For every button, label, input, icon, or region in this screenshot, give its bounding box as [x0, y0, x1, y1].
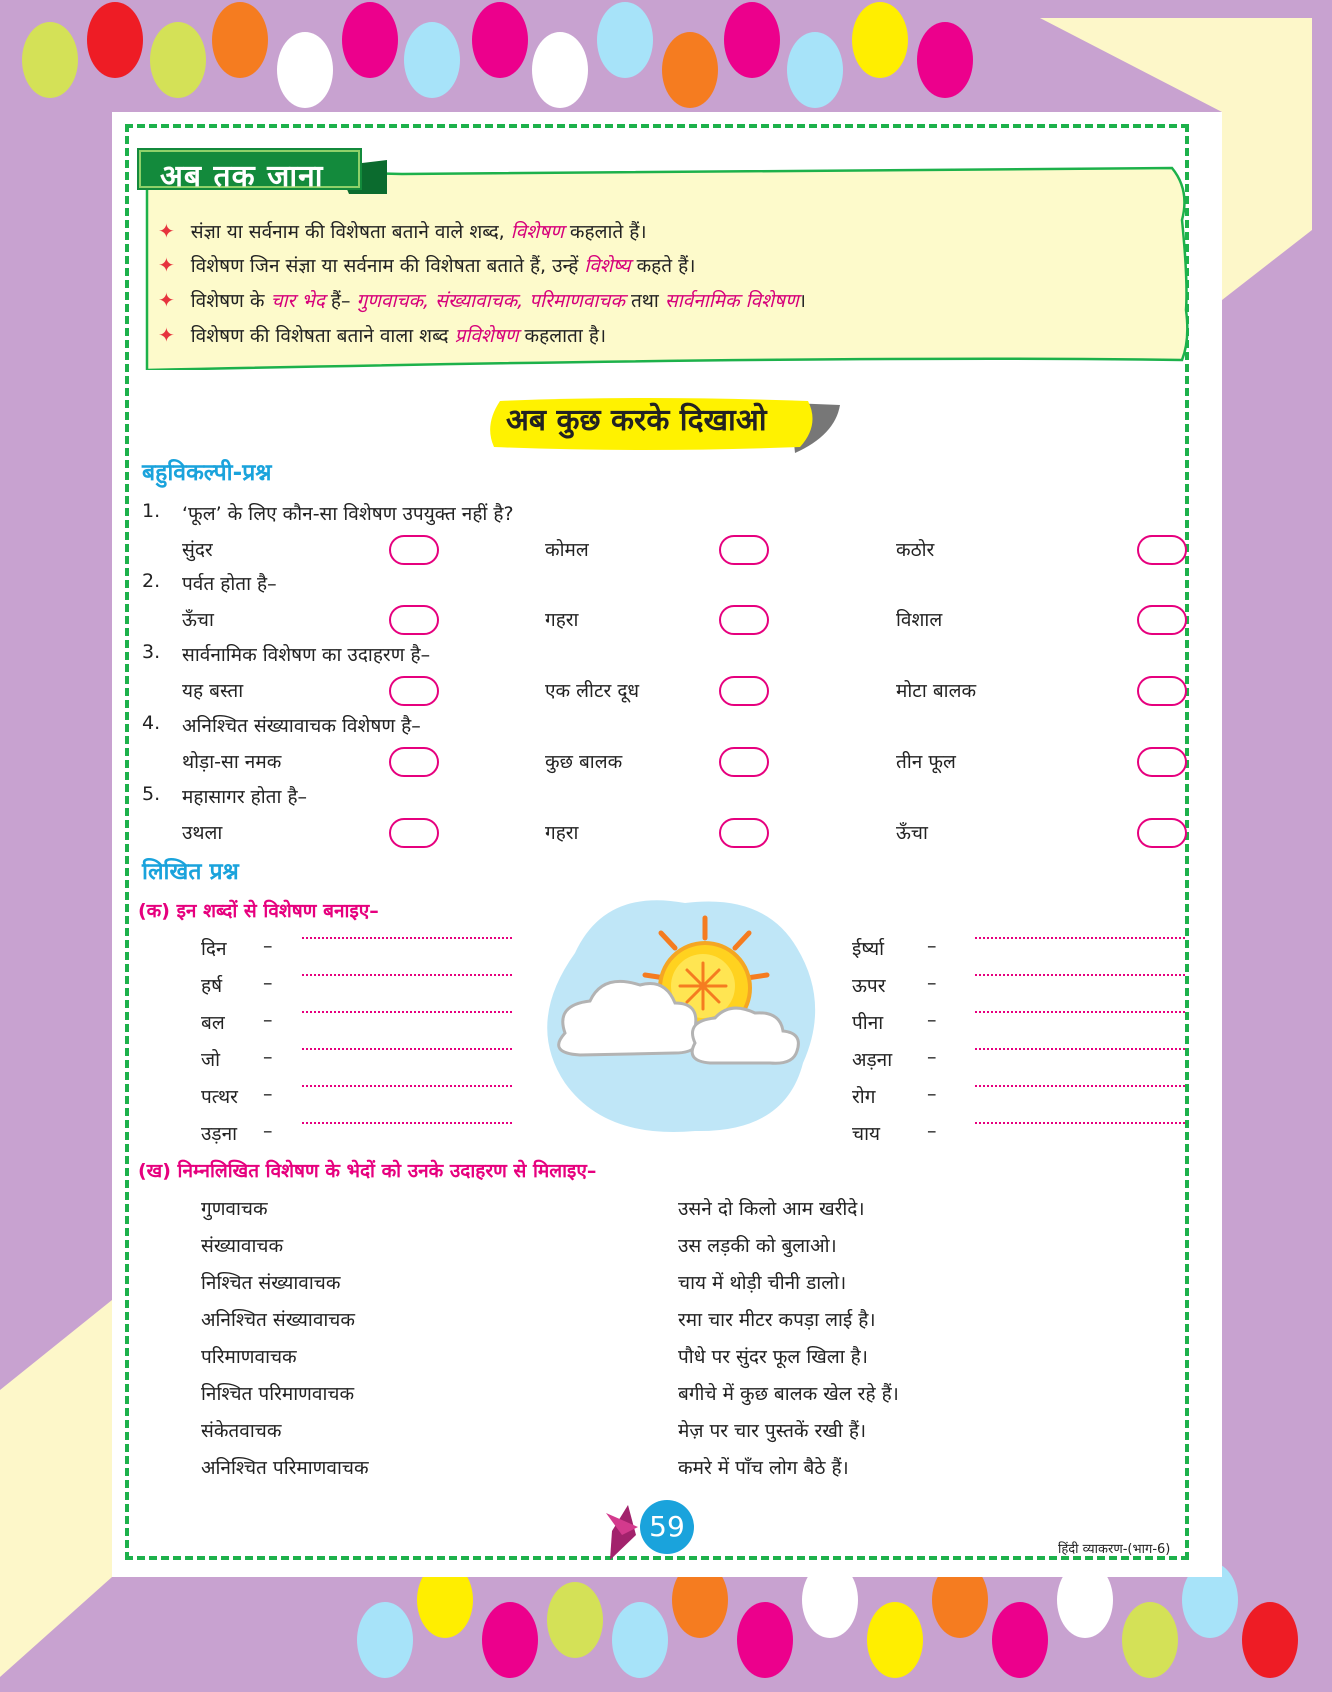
kha-type: परिमाणवाचक	[201, 1346, 297, 1368]
ka-dash: –	[927, 1083, 937, 1105]
ka-word-right: पीना	[852, 1012, 884, 1034]
ka-label: (क) इन शब्दों से विशेषण बनाइए–	[138, 900, 379, 922]
answer-box[interactable]	[719, 605, 769, 635]
ka-word-left: पत्थर	[201, 1086, 238, 1108]
point-text: विशेषण के	[190, 290, 271, 312]
kha-type: अनिश्चित परिमाणवाचक	[201, 1457, 369, 1479]
activity-banner-title: अब कुछ करके दिखाओ	[506, 403, 767, 438]
answer-box[interactable]	[389, 605, 439, 635]
question-text: ‘फूल’ के लिए कौन-सा विशेषण उपयुक्त नहीं है?	[182, 503, 514, 525]
question-text: पर्वत होता है–	[182, 573, 277, 595]
star-ribbon-icon	[598, 1505, 643, 1560]
ka-answer-line-left[interactable]	[302, 1011, 512, 1013]
kha-example: उस लड़की को बुलाओ।	[678, 1235, 837, 1257]
point-text: हैं–	[324, 290, 357, 312]
mcq-heading: बहुविकल्पी-प्रश्न	[142, 460, 272, 486]
ka-dash: –	[263, 1009, 273, 1031]
page-number: 59	[640, 1500, 694, 1554]
answer-box[interactable]	[719, 535, 769, 565]
highlight-term: प्रविशेषण	[454, 325, 519, 347]
point-text: कहते हैं।	[630, 255, 696, 277]
answer-box[interactable]	[719, 818, 769, 848]
ka-dash: –	[263, 972, 273, 994]
kha-example: रमा चार मीटर कपड़ा लाई है।	[678, 1309, 876, 1331]
kha-type: संकेतवाचक	[201, 1420, 282, 1442]
kha-type: गुणवाचक	[201, 1198, 268, 1220]
point-text: ।	[798, 290, 806, 312]
question-number: 1.	[142, 500, 161, 522]
answer-box[interactable]	[389, 676, 439, 706]
ka-word-left: दिन	[201, 938, 227, 960]
option-label: उथला	[182, 822, 223, 844]
question-number: 3.	[142, 641, 161, 663]
ka-word-left: बल	[201, 1012, 225, 1034]
kha-example: कमरे में पाँच लोग बैठे हैं।	[678, 1457, 849, 1479]
option-label: ऊँचा	[896, 822, 928, 844]
option-label: कुछ बालक	[545, 751, 623, 773]
option-label: ऊँचा	[182, 609, 214, 631]
highlight-term: विशेषण	[510, 221, 564, 243]
answer-box[interactable]	[1137, 535, 1187, 565]
highlight-term: विशेष्य	[584, 255, 631, 277]
option-label: कोमल	[545, 539, 589, 561]
ka-word-right: अड़ना	[852, 1049, 893, 1071]
point-text: विशेषण की विशेषता बताने वाला शब्द	[190, 325, 455, 347]
sun-cloud-illustration	[535, 893, 825, 1136]
answer-box[interactable]	[719, 747, 769, 777]
answer-box[interactable]	[1137, 676, 1187, 706]
ka-answer-line-right[interactable]	[975, 1011, 1185, 1013]
question-text: महासागर होता है–	[182, 786, 308, 808]
option-label: मोटा बालक	[896, 680, 977, 702]
kha-type: निश्चित संख्यावाचक	[201, 1272, 341, 1294]
bullet-star-icon: ✦	[158, 288, 175, 312]
option-label: तीन फूल	[896, 751, 956, 773]
ka-dash: –	[263, 1083, 273, 1105]
kha-example: बगीचे में कुछ बालक खेल रहे हैं।	[678, 1383, 899, 1405]
point-text: विशेषण जिन संज्ञा या सर्वनाम की विशेषता बताते हैं, उन्हें	[190, 255, 585, 277]
question-number: 5.	[142, 783, 161, 805]
option-label: एक लीटर दूध	[545, 680, 640, 702]
option-label: कठोर	[896, 539, 935, 561]
ka-dash: –	[263, 1120, 273, 1142]
highlight-term: गुणवाचक, संख्यावाचक, परिमाणवाचक	[356, 290, 625, 312]
option-label: गहरा	[545, 822, 579, 844]
summary-tag-title: अब तक जाना	[160, 159, 324, 194]
option-label: गहरा	[545, 609, 579, 631]
ka-answer-line-right[interactable]	[975, 974, 1185, 976]
ka-answer-line-left[interactable]	[302, 937, 512, 939]
point-text: कहलाता है।	[518, 325, 607, 347]
ka-dash: –	[263, 1046, 273, 1068]
question-number: 4.	[142, 712, 161, 734]
ka-answer-line-left[interactable]	[302, 1122, 512, 1124]
answer-box[interactable]	[389, 535, 439, 565]
ka-answer-line-left[interactable]	[302, 1048, 512, 1050]
ka-answer-line-right[interactable]	[975, 1048, 1185, 1050]
kha-label: (ख) निम्नलिखित विशेषण के भेदों को उनके उदाहरण से मिलाइए–	[138, 1160, 597, 1182]
kha-type: अनिश्चित संख्यावाचक	[201, 1309, 355, 1331]
kha-example: चाय में थोड़ी चीनी डालो।	[678, 1272, 847, 1294]
kha-example: उसने दो किलो आम खरीदे।	[678, 1198, 865, 1220]
option-label: यह बस्ता	[182, 680, 244, 702]
question-text: सार्वनामिक विशेषण का उदाहरण है–	[182, 644, 431, 666]
ka-word-left: जो	[201, 1049, 221, 1071]
ka-word-right: ईर्ष्या	[852, 938, 885, 960]
ka-dash: –	[927, 1046, 937, 1068]
question-number: 2.	[142, 570, 161, 592]
ka-answer-line-right[interactable]	[975, 1085, 1185, 1087]
ka-answer-line-left[interactable]	[302, 1085, 512, 1087]
ka-dash: –	[927, 935, 937, 957]
kha-type: निश्चित परिमाणवाचक	[201, 1383, 355, 1405]
summary-point	[158, 252, 695, 278]
answer-box[interactable]	[389, 818, 439, 848]
bullet-star-icon: ✦	[158, 219, 175, 243]
ka-dash: –	[263, 935, 273, 957]
ka-answer-line-right[interactable]	[975, 1122, 1185, 1124]
bullet-star-icon: ✦	[158, 253, 175, 277]
kha-example: पौधे पर सुंदर फूल खिला है।	[678, 1346, 868, 1368]
option-label: सुंदर	[182, 539, 213, 561]
ka-word-right: रोग	[852, 1086, 876, 1108]
option-label: थोड़ा-सा नमक	[182, 751, 282, 773]
answer-box[interactable]	[1137, 605, 1187, 635]
ka-word-left: हर्ष	[201, 975, 223, 997]
ka-answer-line-right[interactable]	[975, 937, 1185, 939]
bullet-star-icon: ✦	[158, 323, 175, 347]
written-heading: लिखित प्रश्न	[142, 859, 239, 885]
summary-point	[158, 218, 647, 244]
highlight-term: चार भेद	[270, 290, 325, 312]
ka-dash: –	[927, 1009, 937, 1031]
point-text: संज्ञा या सर्वनाम की विशेषता बताने वाले शब्द,	[190, 221, 511, 243]
ka-dash: –	[927, 972, 937, 994]
summary-point	[158, 322, 606, 348]
ka-dash: –	[927, 1120, 937, 1142]
highlight-term: सार्वनामिक विशेषण	[664, 290, 799, 312]
question-text: अनिश्चित संख्यावाचक विशेषण है–	[182, 715, 421, 737]
ka-answer-line-left[interactable]	[302, 974, 512, 976]
answer-box[interactable]	[719, 676, 769, 706]
answer-box[interactable]	[1137, 747, 1187, 777]
option-label: विशाल	[896, 609, 943, 631]
kha-type: संख्यावाचक	[201, 1235, 284, 1257]
kha-example: मेज़ पर चार पुस्तकें रखी हैं।	[678, 1420, 867, 1442]
summary-point	[158, 287, 806, 313]
answer-box[interactable]	[1137, 818, 1187, 848]
point-text: कहलाते हैं।	[563, 221, 647, 243]
ka-word-right: ऊपर	[852, 975, 886, 997]
book-footer: हिंदी व्याकरण-(भाग-6)	[1058, 1542, 1171, 1557]
point-text: तथा	[624, 290, 665, 312]
ka-word-left: उड़ना	[201, 1123, 238, 1145]
ka-word-right: चाय	[852, 1123, 881, 1145]
answer-box[interactable]	[389, 747, 439, 777]
